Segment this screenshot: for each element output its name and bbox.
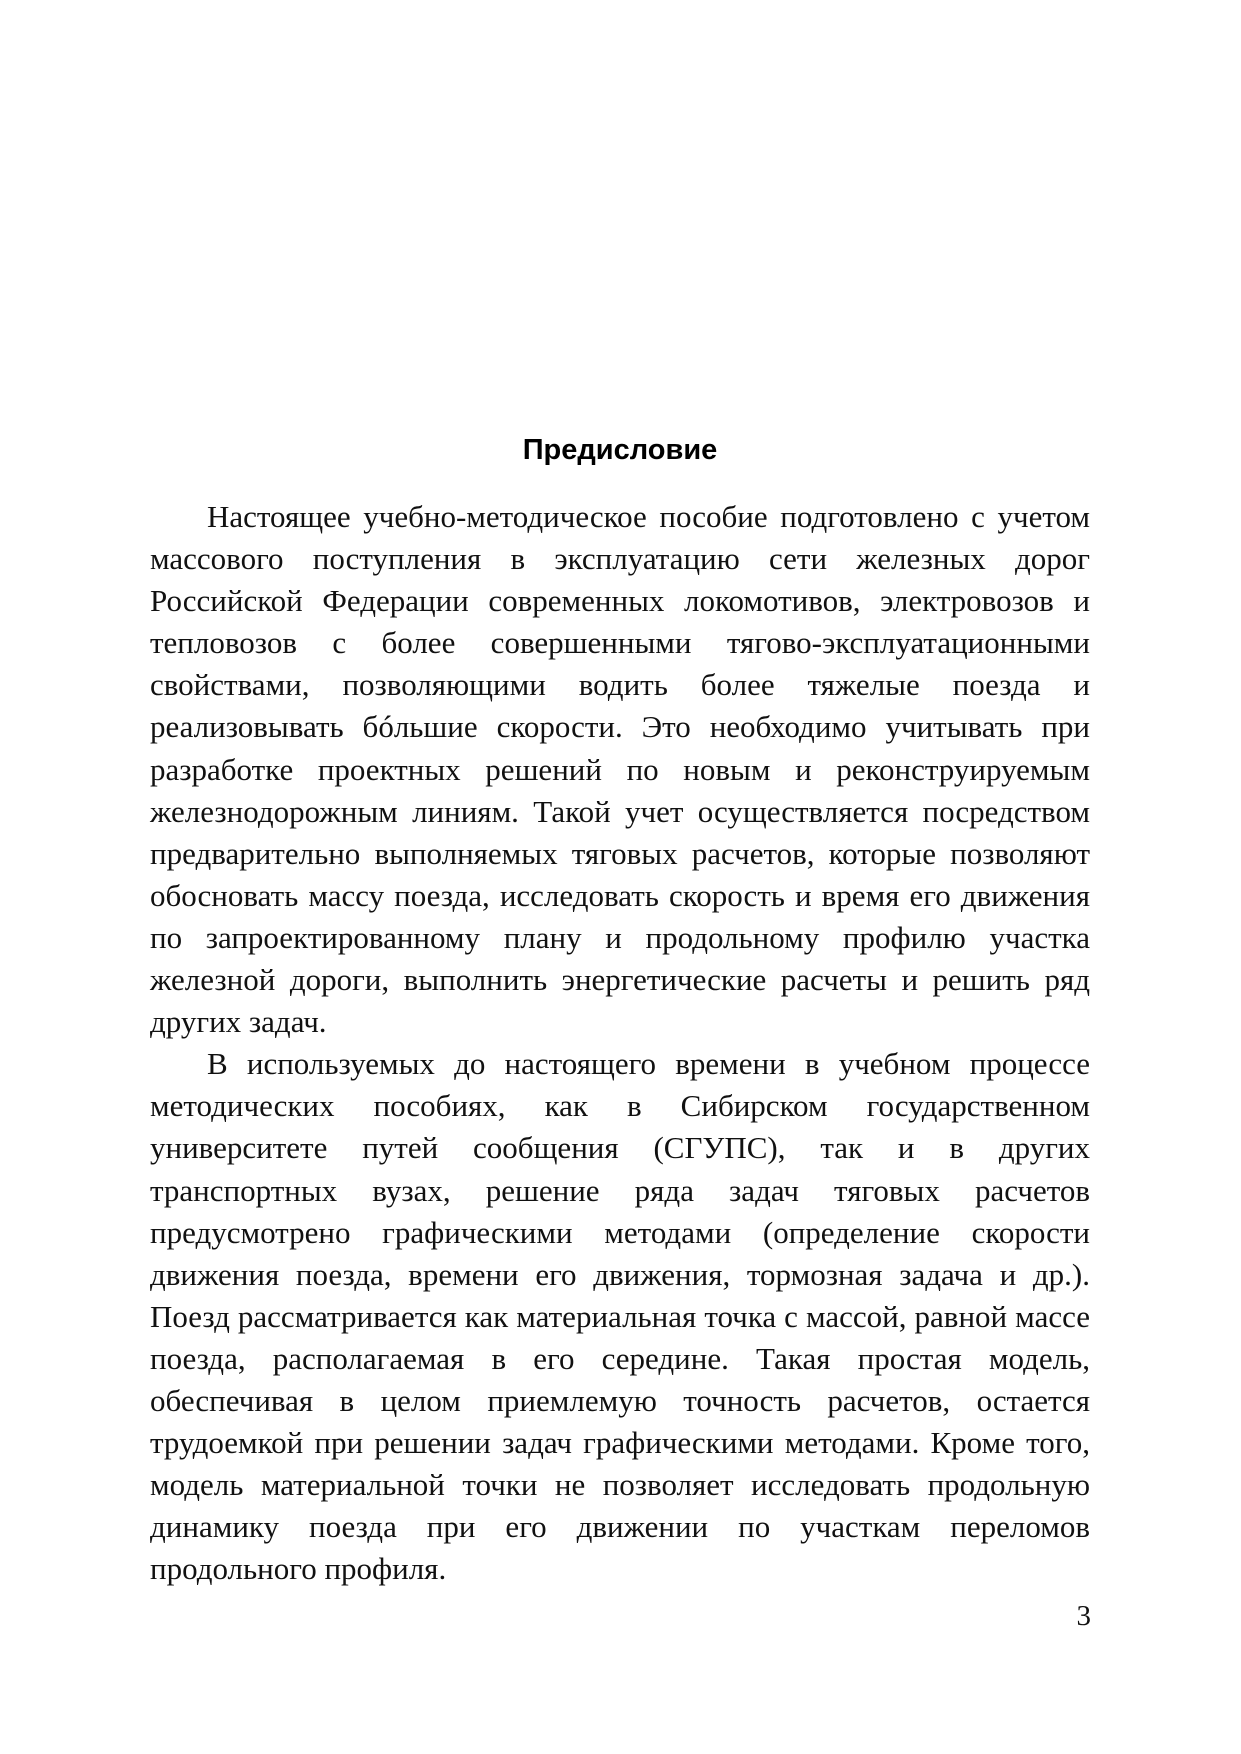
paragraph-1: Настоящее учебно-методическое пособие подготовлено с учетом массового поступления в эксплуатацию сети железных дорог Российской Федерации современных локомотивов, электровозов и тепловозов с более совершенными тягово-эксплуатационными свойствами, позволяющими водить более тяжелые поезда и реализовывать бóльшие скорости. Это необходимо учитывать при разработке проектных решений по новым и реконструируемым железнодорожным линиям. Такой учет осуществляется посредством предварительно выполняемых тяговых расчетов, которые позволяют обосновать массу поезда, исследовать скорость и время его движения по запроектированному плану и продольному профилю участка железной дороги, выполнить энергетические расчеты и решить ряд других задач.: [150, 499, 1090, 1040]
page-number: 3: [1076, 1600, 1091, 1632]
paragraph-2: В используемых до настоящего времени в учебном процессе методических пособиях, как в Сибирском государственном университете путей сообщения (СГУПС), так и в других транспортных вузах, решение ряда задач тяговых расчетов предусмотрено графическими методами (определение скорости движения поезда, времени его движения, тормозная задача и др.). Поезд рассматривается как материальная точка с массой, равной массе поезда, располагаемая в его середине. Такая простая модель, обеспечивая в целом приемлемую точность расчетов, остается трудоемкой при решении задач графическими методами. Кроме того, модель материальной точки не позволяет исследовать продольную динамику поезда при его движении по участкам переломов продольного профиля.: [150, 1046, 1090, 1587]
body-text: [150, 496, 1090, 1590]
section-heading: Предисловие: [522, 434, 718, 466]
